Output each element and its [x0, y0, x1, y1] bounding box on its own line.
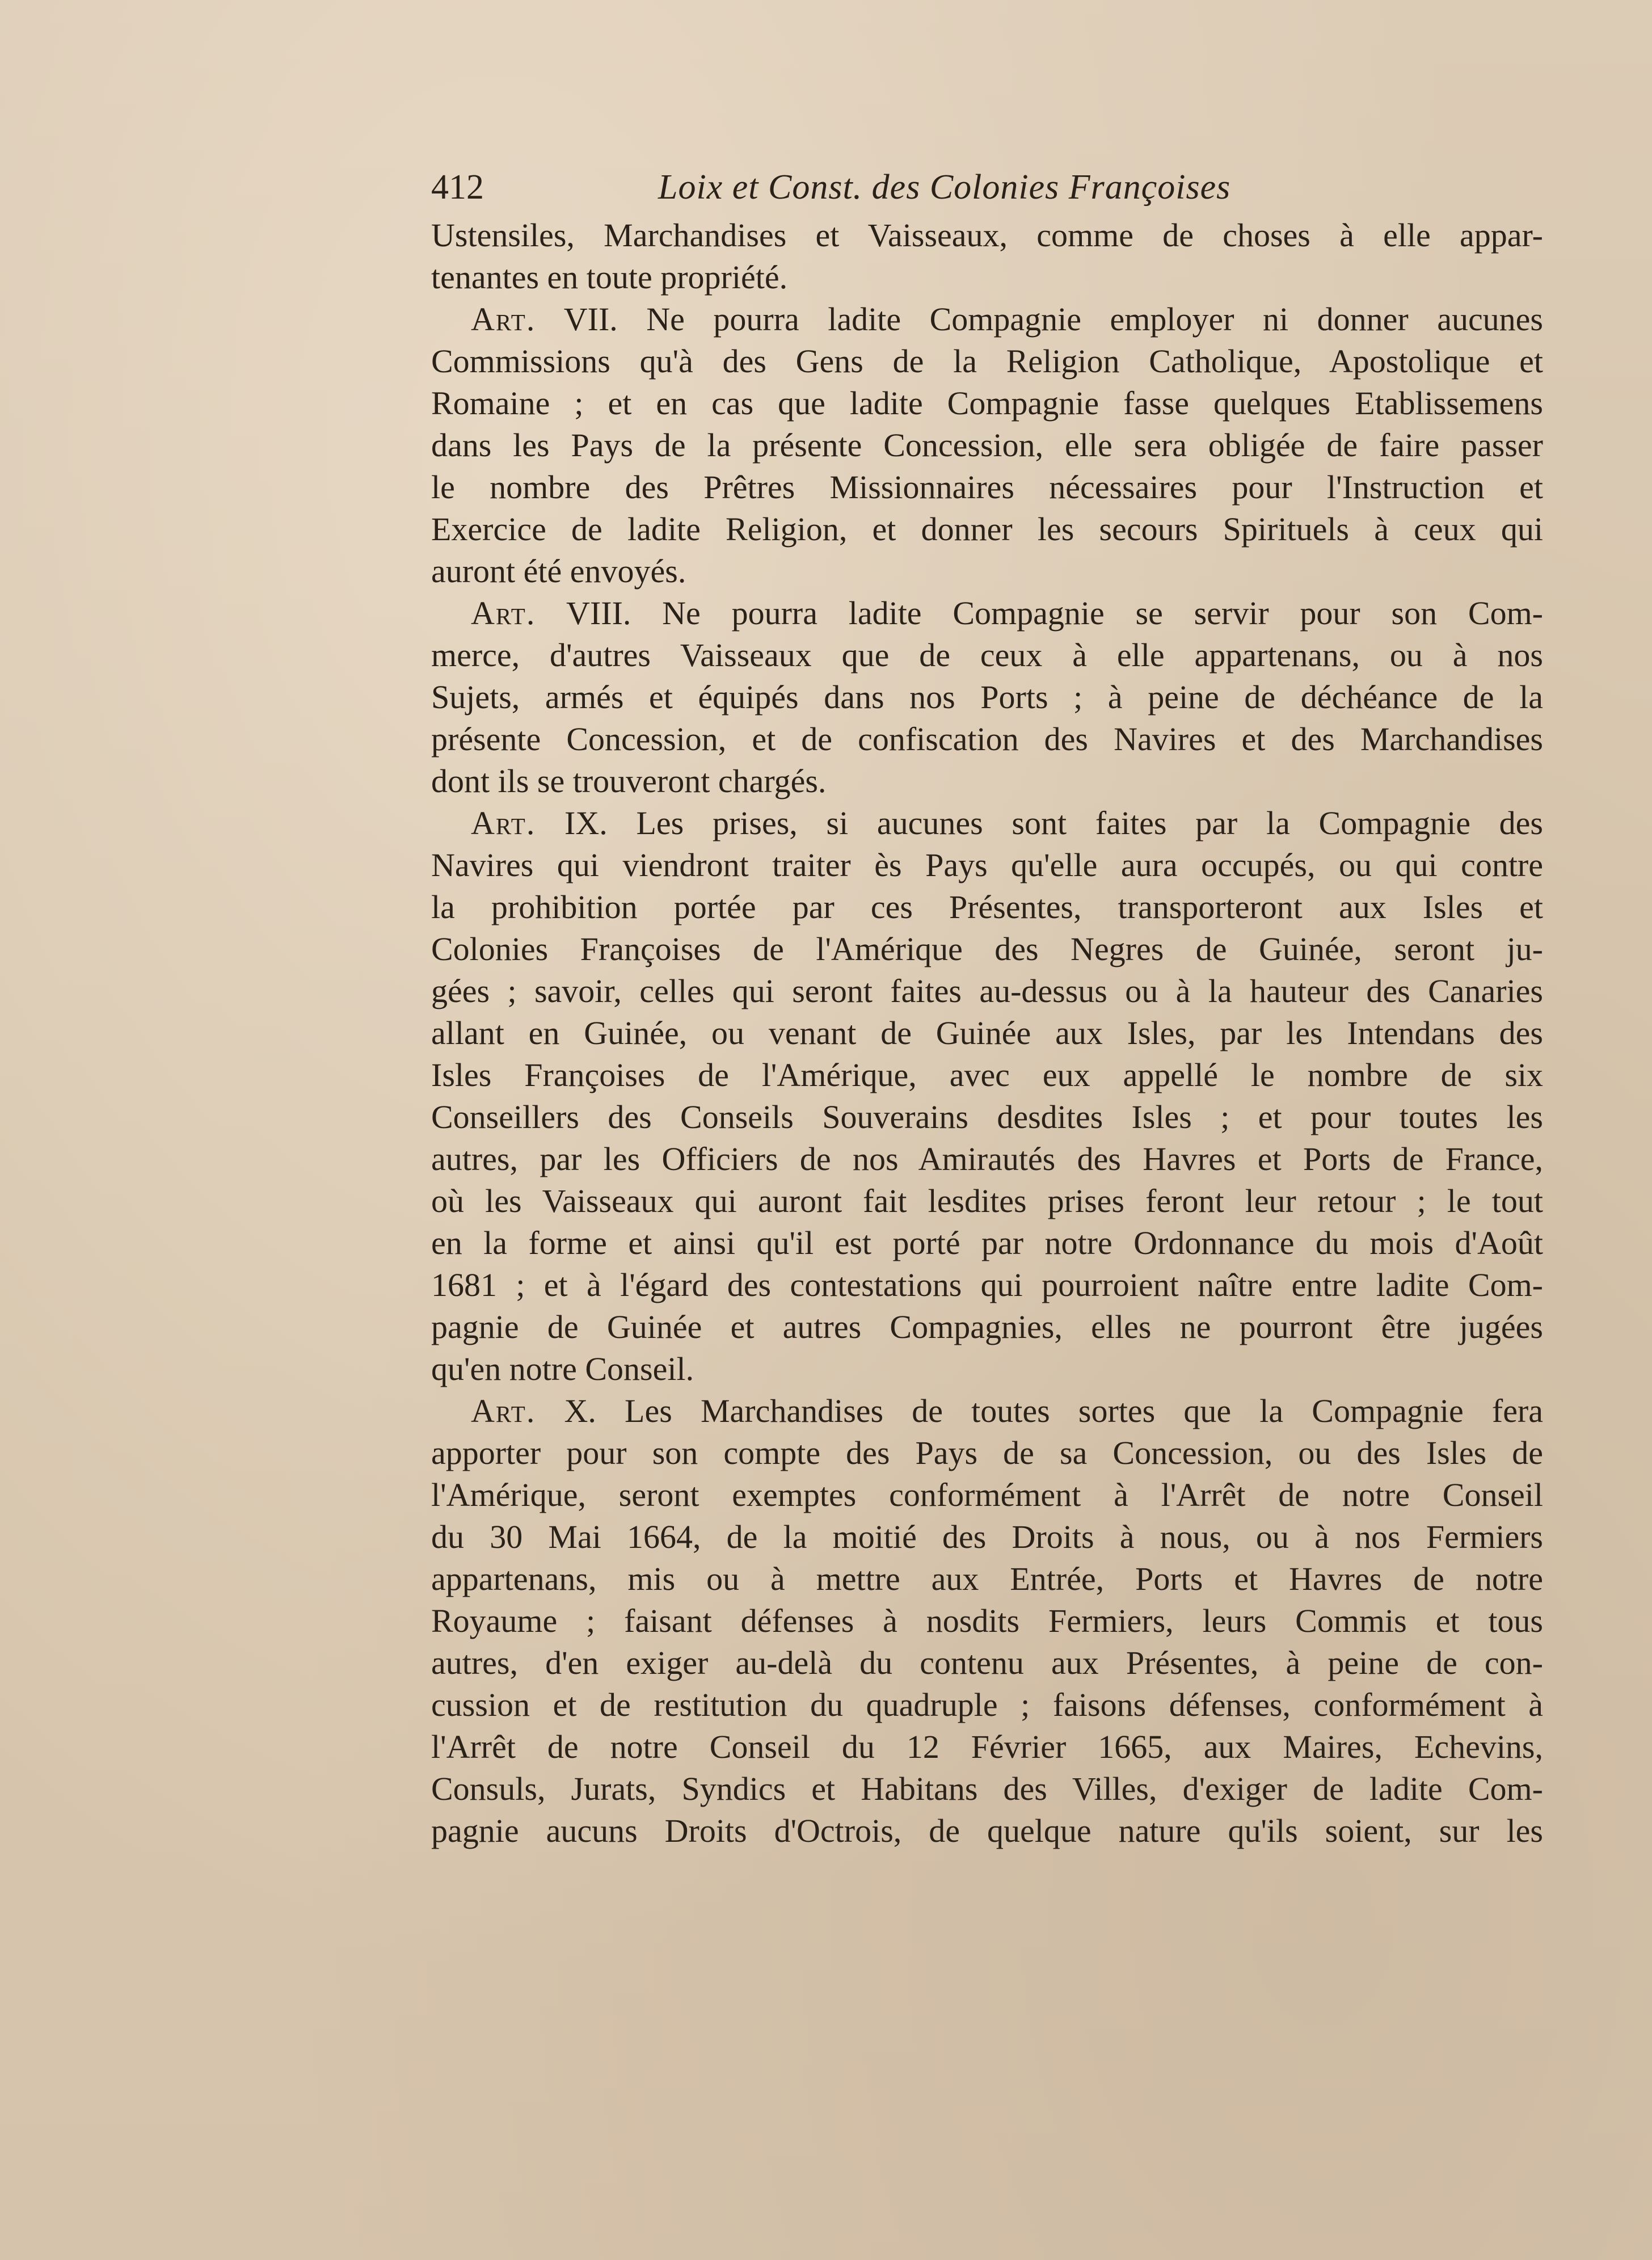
text-line: tenantes en toute propriété. [431, 259, 788, 296]
text-segment: IX. Les prises, si aucunes sont faites par la Compagnie des [536, 805, 1543, 841]
text-line: Exercice de ladite Religion, et donner les secours Spirituels à ceux qui [431, 511, 1543, 548]
text-line: autres, d'en exiger au-delà du contenu aux Présentes, à peine de con- [431, 1644, 1543, 1681]
article-paragraph [431, 298, 1543, 592]
text-line [431, 298, 1543, 340]
article-label: Art. [471, 1392, 536, 1429]
text-line: Commissions qu'à des Gens de la Religion Catholique, Apostolique et [431, 343, 1543, 380]
text-line: Navires qui viendront traiter ès Pays qu'elle aura occupés, ou qui contre [431, 847, 1543, 883]
text-line [431, 592, 1543, 634]
text-segment: VII. Ne pourra ladite Compagnie employer ni donner aucunes [536, 301, 1543, 338]
text-line: la prohibition portée par ces Présentes, transporteront aux Isles et [431, 889, 1543, 925]
article-label: Art. [471, 301, 536, 338]
article-label: Art. [471, 805, 536, 841]
text-line: merce, d'autres Vaisseaux que de ceux à elle appartenans, ou à nos [431, 637, 1543, 674]
text-line: Consuls, Jurats, Syndics et Habitans des Villes, d'exiger de ladite Com- [431, 1770, 1543, 1807]
text-line: du 30 Mai 1664, de la moitié des Droits à nous, ou à nos Fermiers [431, 1518, 1543, 1555]
paragraph [431, 214, 1543, 298]
text-line [431, 1390, 1543, 1432]
article-paragraph [431, 802, 1543, 1390]
page-number: 412 [431, 168, 484, 207]
text-line: 1681 ; et à l'égard des contestations qui pourroient naître entre ladite Com- [431, 1266, 1543, 1303]
running-title: Loix et Const. des Colonies Françoises [658, 168, 1231, 207]
text-line: apporter pour son compte des Pays de sa Concession, ou des Isles de [431, 1434, 1543, 1471]
text-line: pagnie aucuns Droits d'Octrois, de quelque nature qu'ils soient, sur les [431, 1812, 1543, 1849]
text-line [431, 802, 1543, 844]
article-paragraph [431, 592, 1543, 802]
text-segment: X. Les Marchandises de toutes sortes que la Compagnie fera [536, 1392, 1543, 1429]
text-segment: VIII. Ne pourra ladite Compagnie se servir pour son Com- [536, 595, 1543, 632]
text-line: appartenans, mis ou à mettre aux Entrée, Ports et Havres de notre [431, 1560, 1543, 1597]
article-paragraph [431, 1390, 1543, 1852]
text-line: Romaine ; et en cas que ladite Compagnie fasse quelques Etablissemens [431, 385, 1543, 422]
text-line: allant en Guinée, ou venant de Guinée aux Isles, par les Intendans des [431, 1015, 1543, 1051]
text-block [431, 160, 1543, 1852]
text-line: Conseillers des Conseils Souverains desdites Isles ; et pour toutes les [431, 1099, 1543, 1135]
text-line: le nombre des Prêtres Missionnaires nécessaires pour l'Instruction et [431, 469, 1543, 506]
text-line: l'Arrêt de notre Conseil du 12 Février 1665, aux Maires, Echevins, [431, 1728, 1543, 1765]
text-line: dans les Pays de la présente Concession, elle sera obligée de faire passer [431, 427, 1543, 464]
text-line: Sujets, armés et équipés dans nos Ports ; à peine de déchéance de la [431, 679, 1543, 716]
article-label: Art. [471, 595, 536, 632]
text-line: gées ; savoir, celles qui seront faites au-dessus ou à la hauteur des Canaries [431, 973, 1543, 1009]
text-line: Isles Françoises de l'Amérique, avec eux appellé le nombre de six [431, 1057, 1543, 1093]
text-line: Colonies Françoises de l'Amérique des Negres de Guinée, seront ju- [431, 931, 1543, 967]
page-header [431, 160, 1543, 214]
text-line: où les Vaisseaux qui auront fait lesdites prises feront leur retour ; le tout [431, 1182, 1543, 1219]
text-line: pagnie de Guinée et autres Compagnies, elles ne pourront être jugées [431, 1308, 1543, 1345]
text-line: Royaume ; faisant défenses à nosdits Fermiers, leurs Commis et tous [431, 1602, 1543, 1639]
text-line: autres, par les Officiers de nos Amirautés des Havres et Ports de France, [431, 1140, 1543, 1177]
text-line: dont ils se trouveront chargés. [431, 763, 827, 799]
text-line: l'Amérique, seront exemptes conformément à l'Arrêt de notre Conseil [431, 1476, 1543, 1513]
text-line: qu'en notre Conseil. [431, 1350, 694, 1387]
text-line: en la forme et ainsi qu'il est porté par notre Ordonnance du mois d'Août [431, 1224, 1543, 1261]
text-line: auront été envoyés. [431, 553, 686, 590]
text-line: présente Concession, et de confiscation des Navires et des Marchandises [431, 721, 1543, 757]
text-line: cussion et de restitution du quadruple ; faisons défenses, conformément à [431, 1686, 1543, 1723]
text-line: Ustensiles, Marchandises et Vaisseaux, comme de choses à elle appar- [431, 217, 1543, 254]
